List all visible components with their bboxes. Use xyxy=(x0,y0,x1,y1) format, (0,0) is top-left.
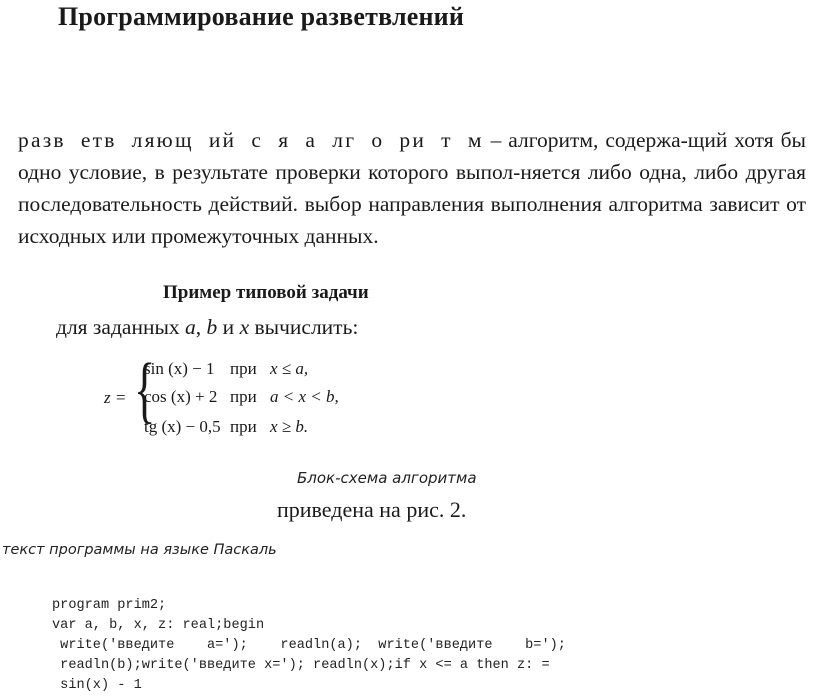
formula-row-2 xyxy=(144,387,339,407)
definition-term: разв етв ляющ ий с я а лг о ри т м xyxy=(18,128,484,152)
program-caption: текст программы на языке Паскаль xyxy=(2,542,277,558)
piecewise-formula xyxy=(104,349,364,442)
code-line: readln(b);write('введите x='); readln(x);if x <= a then z: = xyxy=(52,658,550,673)
formula-expr: tg (x) − 0,5 xyxy=(144,417,221,436)
task-suffix: вычислить: xyxy=(254,315,359,339)
formula-expr: cos (x) + 2 xyxy=(144,387,218,406)
definition-paragraph xyxy=(18,124,806,252)
task-conj: и xyxy=(222,315,235,339)
var-b: b xyxy=(206,315,218,339)
formula-keyword: при xyxy=(230,387,257,406)
example-heading: Пример типовой задачи xyxy=(163,282,369,303)
task-prefix: для заданных xyxy=(56,315,180,339)
code-line: write('введите a='); readln(a); write('введите b='); xyxy=(52,638,566,653)
formula-lhs: z = xyxy=(104,388,127,407)
formula-condition: x ≤ a, xyxy=(270,359,309,378)
figure-reference: приведена на рис. 2. xyxy=(277,497,467,522)
formula-keyword: при xyxy=(230,359,257,378)
code-line: program prim2; xyxy=(52,598,167,613)
code-line: sin(x) - 1 xyxy=(52,678,142,693)
var-x: x xyxy=(239,315,250,339)
program-listing xyxy=(52,576,566,696)
formula-brace: { xyxy=(134,349,156,431)
formula-condition: x ≥ b. xyxy=(270,417,309,436)
code-line: var a, b, x, z: real;begin xyxy=(52,618,265,633)
formula-expr: sin (x) − 1 xyxy=(144,359,215,378)
definition-body: – алгоритм, содержа-щий хотя бы одно условие, в результате проверки которого выпол-няется либо одна, либо другая последовательность действий. выбор направления выполнения алгоритма зависит от исходных или промежуточных данных. xyxy=(18,128,806,248)
flowchart-caption: Блок-схема алгоритма xyxy=(297,469,477,487)
formula-condition: a < x < b, xyxy=(270,387,339,406)
page-title: Программирование разветвлений xyxy=(58,2,465,31)
formula-keyword: при xyxy=(230,417,257,436)
task-statement xyxy=(56,315,358,340)
var-a: a xyxy=(185,315,196,339)
formula-row-3 xyxy=(144,417,308,437)
formula-row-1 xyxy=(144,359,308,379)
task-comma: , xyxy=(195,315,202,339)
